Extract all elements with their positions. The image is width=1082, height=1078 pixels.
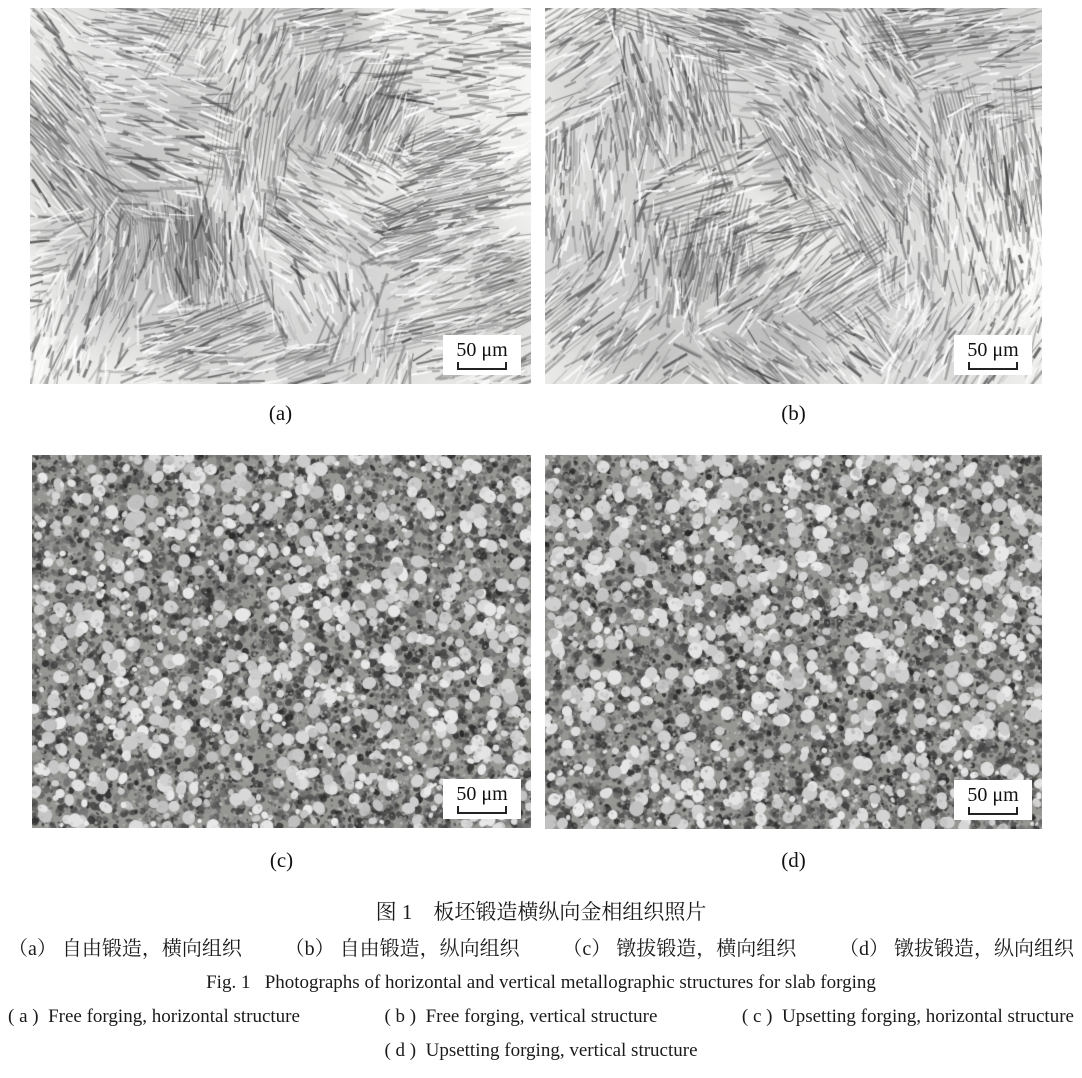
scale-bar-label-b: 50 μm	[967, 339, 1019, 361]
caption-cn-item-c: （c） 镦拔锻造，横向组织	[562, 938, 797, 960]
scale-bar-label-d: 50 μm	[967, 784, 1019, 806]
micrograph-image-c	[32, 455, 531, 828]
caption-en-item-c: ( c ) Upsetting forging, horizontal structure	[741, 1006, 1074, 1027]
scale-bar-label-a: 50 μm	[456, 339, 508, 361]
caption-en-item-a: ( a ) Free forging, horizontal structure	[8, 1006, 300, 1027]
micrograph-panel-b	[545, 8, 1042, 384]
scale-bar-label-c: 50 μm	[456, 783, 508, 805]
scale-bar-bracket-d	[968, 807, 1018, 815]
caption-cn-title: 图 1 板坯锻造横纵向金相组织照片	[375, 900, 707, 924]
caption-en-title: Fig. 1 Photographs of horizontal and vertical metallographic structures for slab forging	[206, 972, 876, 993]
panel-label-a: (a)	[268, 401, 293, 425]
scale-bar-a	[443, 335, 521, 375]
scale-bar-bracket-a	[457, 362, 507, 370]
micrograph-panel-a	[30, 8, 531, 384]
caption-en-item-b: ( b ) Free forging, vertical structure	[384, 1006, 658, 1027]
scale-bar-d	[954, 780, 1032, 820]
caption-cn-items	[0, 935, 1082, 963]
scale-bar-bracket-b	[968, 362, 1018, 370]
panel-label-b: (b)	[781, 401, 806, 425]
scale-bar-c	[443, 779, 521, 819]
caption-en-items	[0, 1003, 1082, 1031]
scale-bar-bracket-c	[457, 806, 507, 814]
micrograph-image-a	[30, 8, 531, 384]
caption-en-item-d: ( d ) Upsetting forging, vertical structure	[384, 1040, 698, 1061]
scale-bar-b	[954, 335, 1032, 375]
panel-label-c: (c)	[269, 848, 294, 872]
micrograph-panel-d	[545, 455, 1042, 829]
figure-caption	[0, 896, 1082, 1065]
panel-label-d: (d)	[781, 848, 806, 872]
caption-cn-item-a: （a） 自由锻造，横向组织	[8, 938, 242, 960]
micrograph-image-b	[545, 8, 1042, 384]
micrograph-panel-c	[32, 455, 531, 828]
caption-cn-item-b: （b） 自由锻造，纵向组织	[284, 938, 520, 960]
micrograph-image-d	[545, 455, 1042, 829]
caption-cn-item-d: （d） 镦拔锻造，纵向组织	[838, 938, 1074, 960]
